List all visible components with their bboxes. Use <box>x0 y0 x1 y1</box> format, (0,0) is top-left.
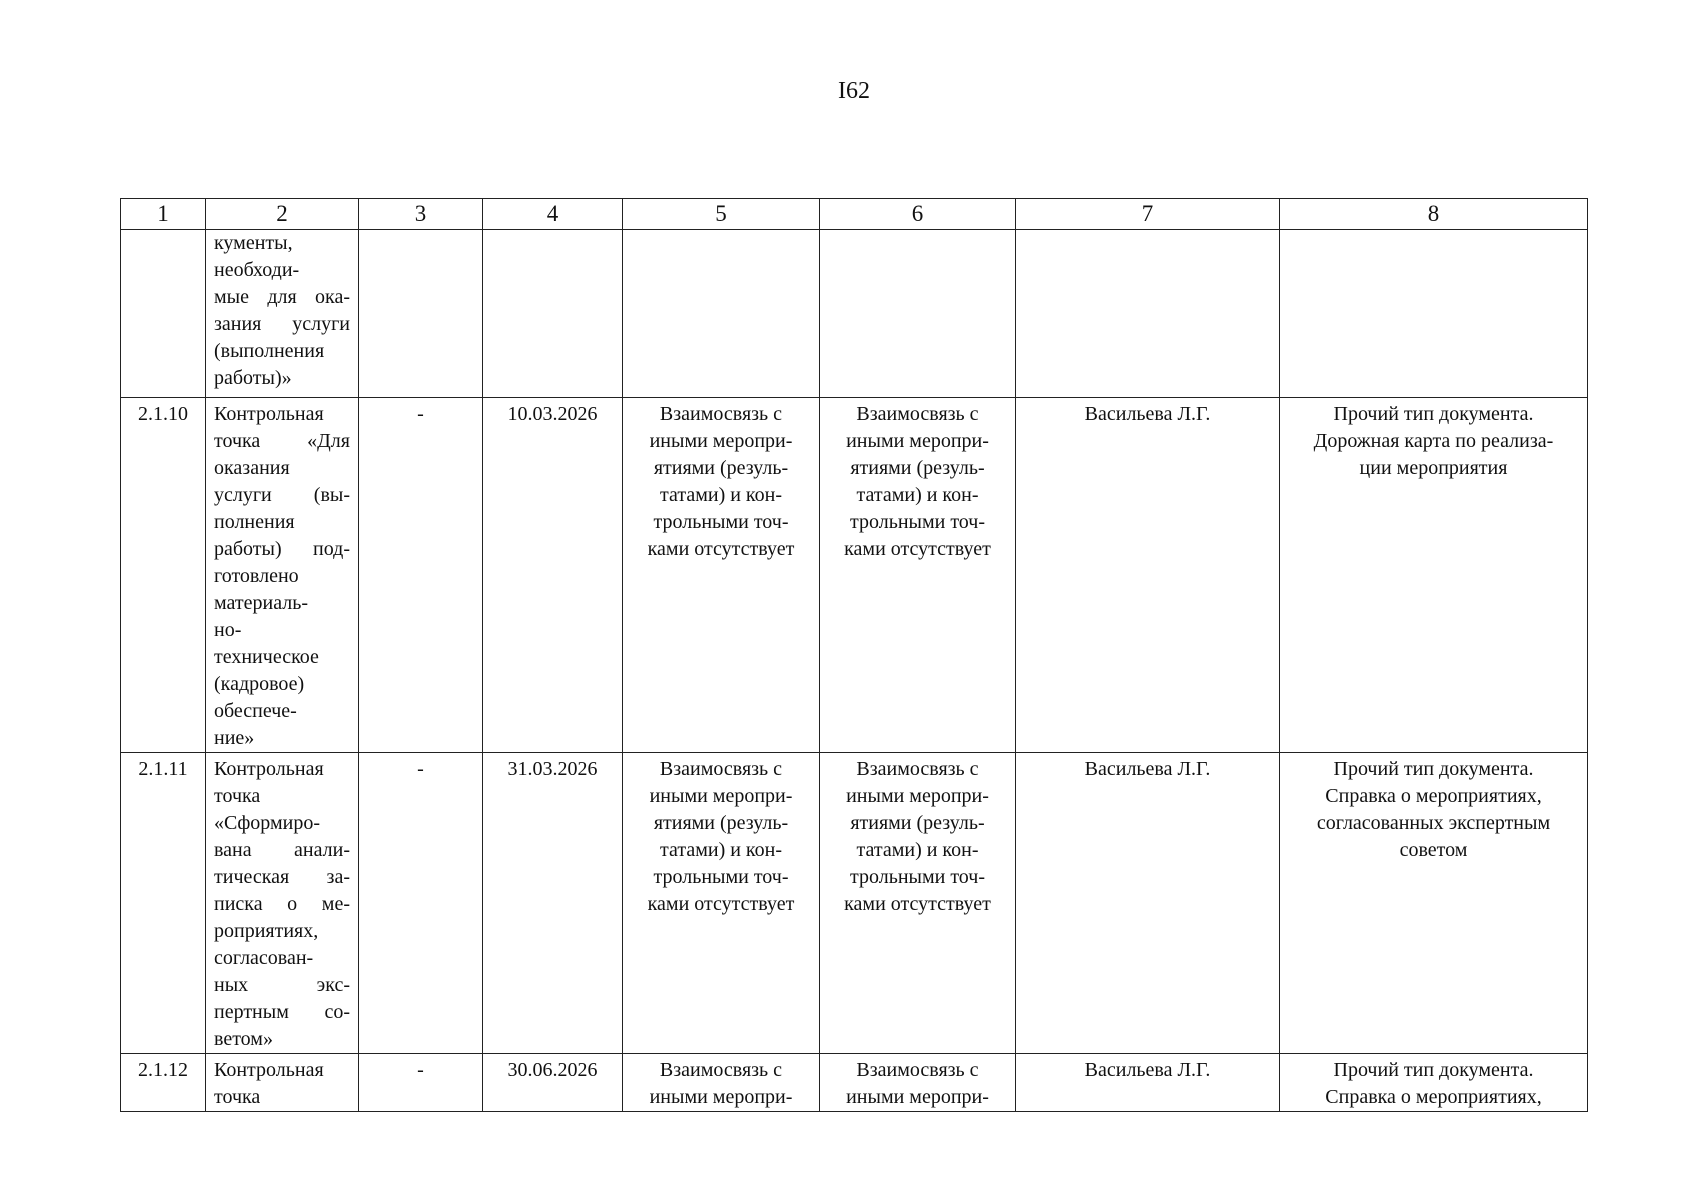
cell-date <box>483 230 623 398</box>
table-row <box>121 1054 1588 1112</box>
column-header: 6 <box>820 199 1016 230</box>
cell-responsible: Васильева Л.Г. <box>1016 1054 1280 1112</box>
cell-responsible <box>1016 230 1280 398</box>
name-line: техническое <box>214 646 319 668</box>
name-line: роприятиях, <box>214 920 319 942</box>
name-line: готовлено <box>214 565 299 587</box>
cell-col3: - <box>359 398 483 753</box>
name-line: работы) под- <box>214 538 350 560</box>
cell-col6: Взаимосвязь с иными меропри- ятиями (резуль- татами) и кон- трольными точ- ками отсутствует <box>820 398 1016 753</box>
column-header: 3 <box>359 199 483 230</box>
cell-responsible: Васильева Л.Г. <box>1016 398 1280 753</box>
column-header: 7 <box>1016 199 1280 230</box>
cell-num <box>121 230 206 398</box>
name-line: Контрольная <box>214 758 324 780</box>
name-line: вана анали- <box>214 839 350 861</box>
cell-num: 2.1.12 <box>121 1054 206 1112</box>
name-line: точка «Для <box>214 430 350 452</box>
cell-col3: - <box>359 753 483 1054</box>
cell-date: 10.03.2026 <box>483 398 623 753</box>
name-line: услуги (вы- <box>214 484 350 506</box>
column-header: 1 <box>121 199 206 230</box>
column-header: 8 <box>1280 199 1588 230</box>
cell-name <box>206 398 359 753</box>
cell-date: 30.06.2026 <box>483 1054 623 1112</box>
name-line: необходи- <box>214 259 300 281</box>
name-line: точка <box>214 785 261 807</box>
cell-name <box>206 1054 359 1112</box>
cell-col5: Взаимосвязь с иными меропри- ятиями (резуль- татами) и кон- трольными точ- ками отсутствует <box>623 753 820 1054</box>
table-row <box>121 753 1588 1054</box>
table-row-continuation <box>121 230 1588 398</box>
name-line: писка о ме- <box>214 893 350 915</box>
name-line: полнения <box>214 511 295 533</box>
name-line: работы)» <box>214 367 292 389</box>
cell-num: 2.1.10 <box>121 398 206 753</box>
cell-col3 <box>359 230 483 398</box>
name-line: точка <box>214 1086 261 1108</box>
cell-col6: Взаимосвязь с иными меропри- ятиями (резуль- татами) и кон- трольными точ- ками отсутствует <box>820 753 1016 1054</box>
name-line: «Сформиро- <box>214 812 321 834</box>
cell-num: 2.1.11 <box>121 753 206 1054</box>
name-line: ных экс- <box>214 974 350 996</box>
name-line: (кадровое) <box>214 673 305 695</box>
name-line: согласован- <box>214 947 314 969</box>
name-line: мые для ока- <box>214 286 350 308</box>
name-line: Контрольная <box>214 403 324 425</box>
table-row <box>121 398 1588 753</box>
cell-col6: Взаимосвязь с иными меропри- <box>820 1054 1016 1112</box>
name-line: (выполнения <box>214 340 325 362</box>
name-line: ветом» <box>214 1028 273 1050</box>
name-line: зания услуги <box>214 313 350 335</box>
name-line: обеспече- <box>214 700 297 722</box>
cell-document: Прочий тип документа. Справка о мероприятиях, <box>1280 1054 1588 1112</box>
cell-col5: Взаимосвязь с иными меропри- <box>623 1054 820 1112</box>
cell-col5 <box>623 230 820 398</box>
column-header: 4 <box>483 199 623 230</box>
name-line: оказания <box>214 457 290 479</box>
cell-date: 31.03.2026 <box>483 753 623 1054</box>
cell-col3: - <box>359 1054 483 1112</box>
name-line: тическая за- <box>214 866 350 888</box>
name-line: материаль- <box>214 592 309 614</box>
cell-responsible: Васильева Л.Г. <box>1016 753 1280 1054</box>
column-header: 2 <box>206 199 359 230</box>
cell-name <box>206 230 359 398</box>
column-header: 5 <box>623 199 820 230</box>
name-line: Контрольная <box>214 1059 324 1081</box>
cell-name <box>206 753 359 1054</box>
name-line: кументы, <box>214 232 293 254</box>
name-line: но- <box>214 619 242 641</box>
page-number: I62 <box>838 78 870 104</box>
cell-col6 <box>820 230 1016 398</box>
name-line: пертным со- <box>214 1001 350 1023</box>
cell-document: Прочий тип документа. Справка о мероприятиях, согласованных экспертным советом <box>1280 753 1588 1054</box>
cell-document <box>1280 230 1588 398</box>
control-points-table <box>120 198 1588 1112</box>
cell-col5: Взаимосвязь с иными меропри- ятиями (резуль- татами) и кон- трольными точ- ками отсутствует <box>623 398 820 753</box>
name-line: ние» <box>214 727 255 749</box>
header-row <box>121 199 1588 230</box>
cell-document: Прочий тип документа. Дорожная карта по реализа- ции мероприятия <box>1280 398 1588 753</box>
